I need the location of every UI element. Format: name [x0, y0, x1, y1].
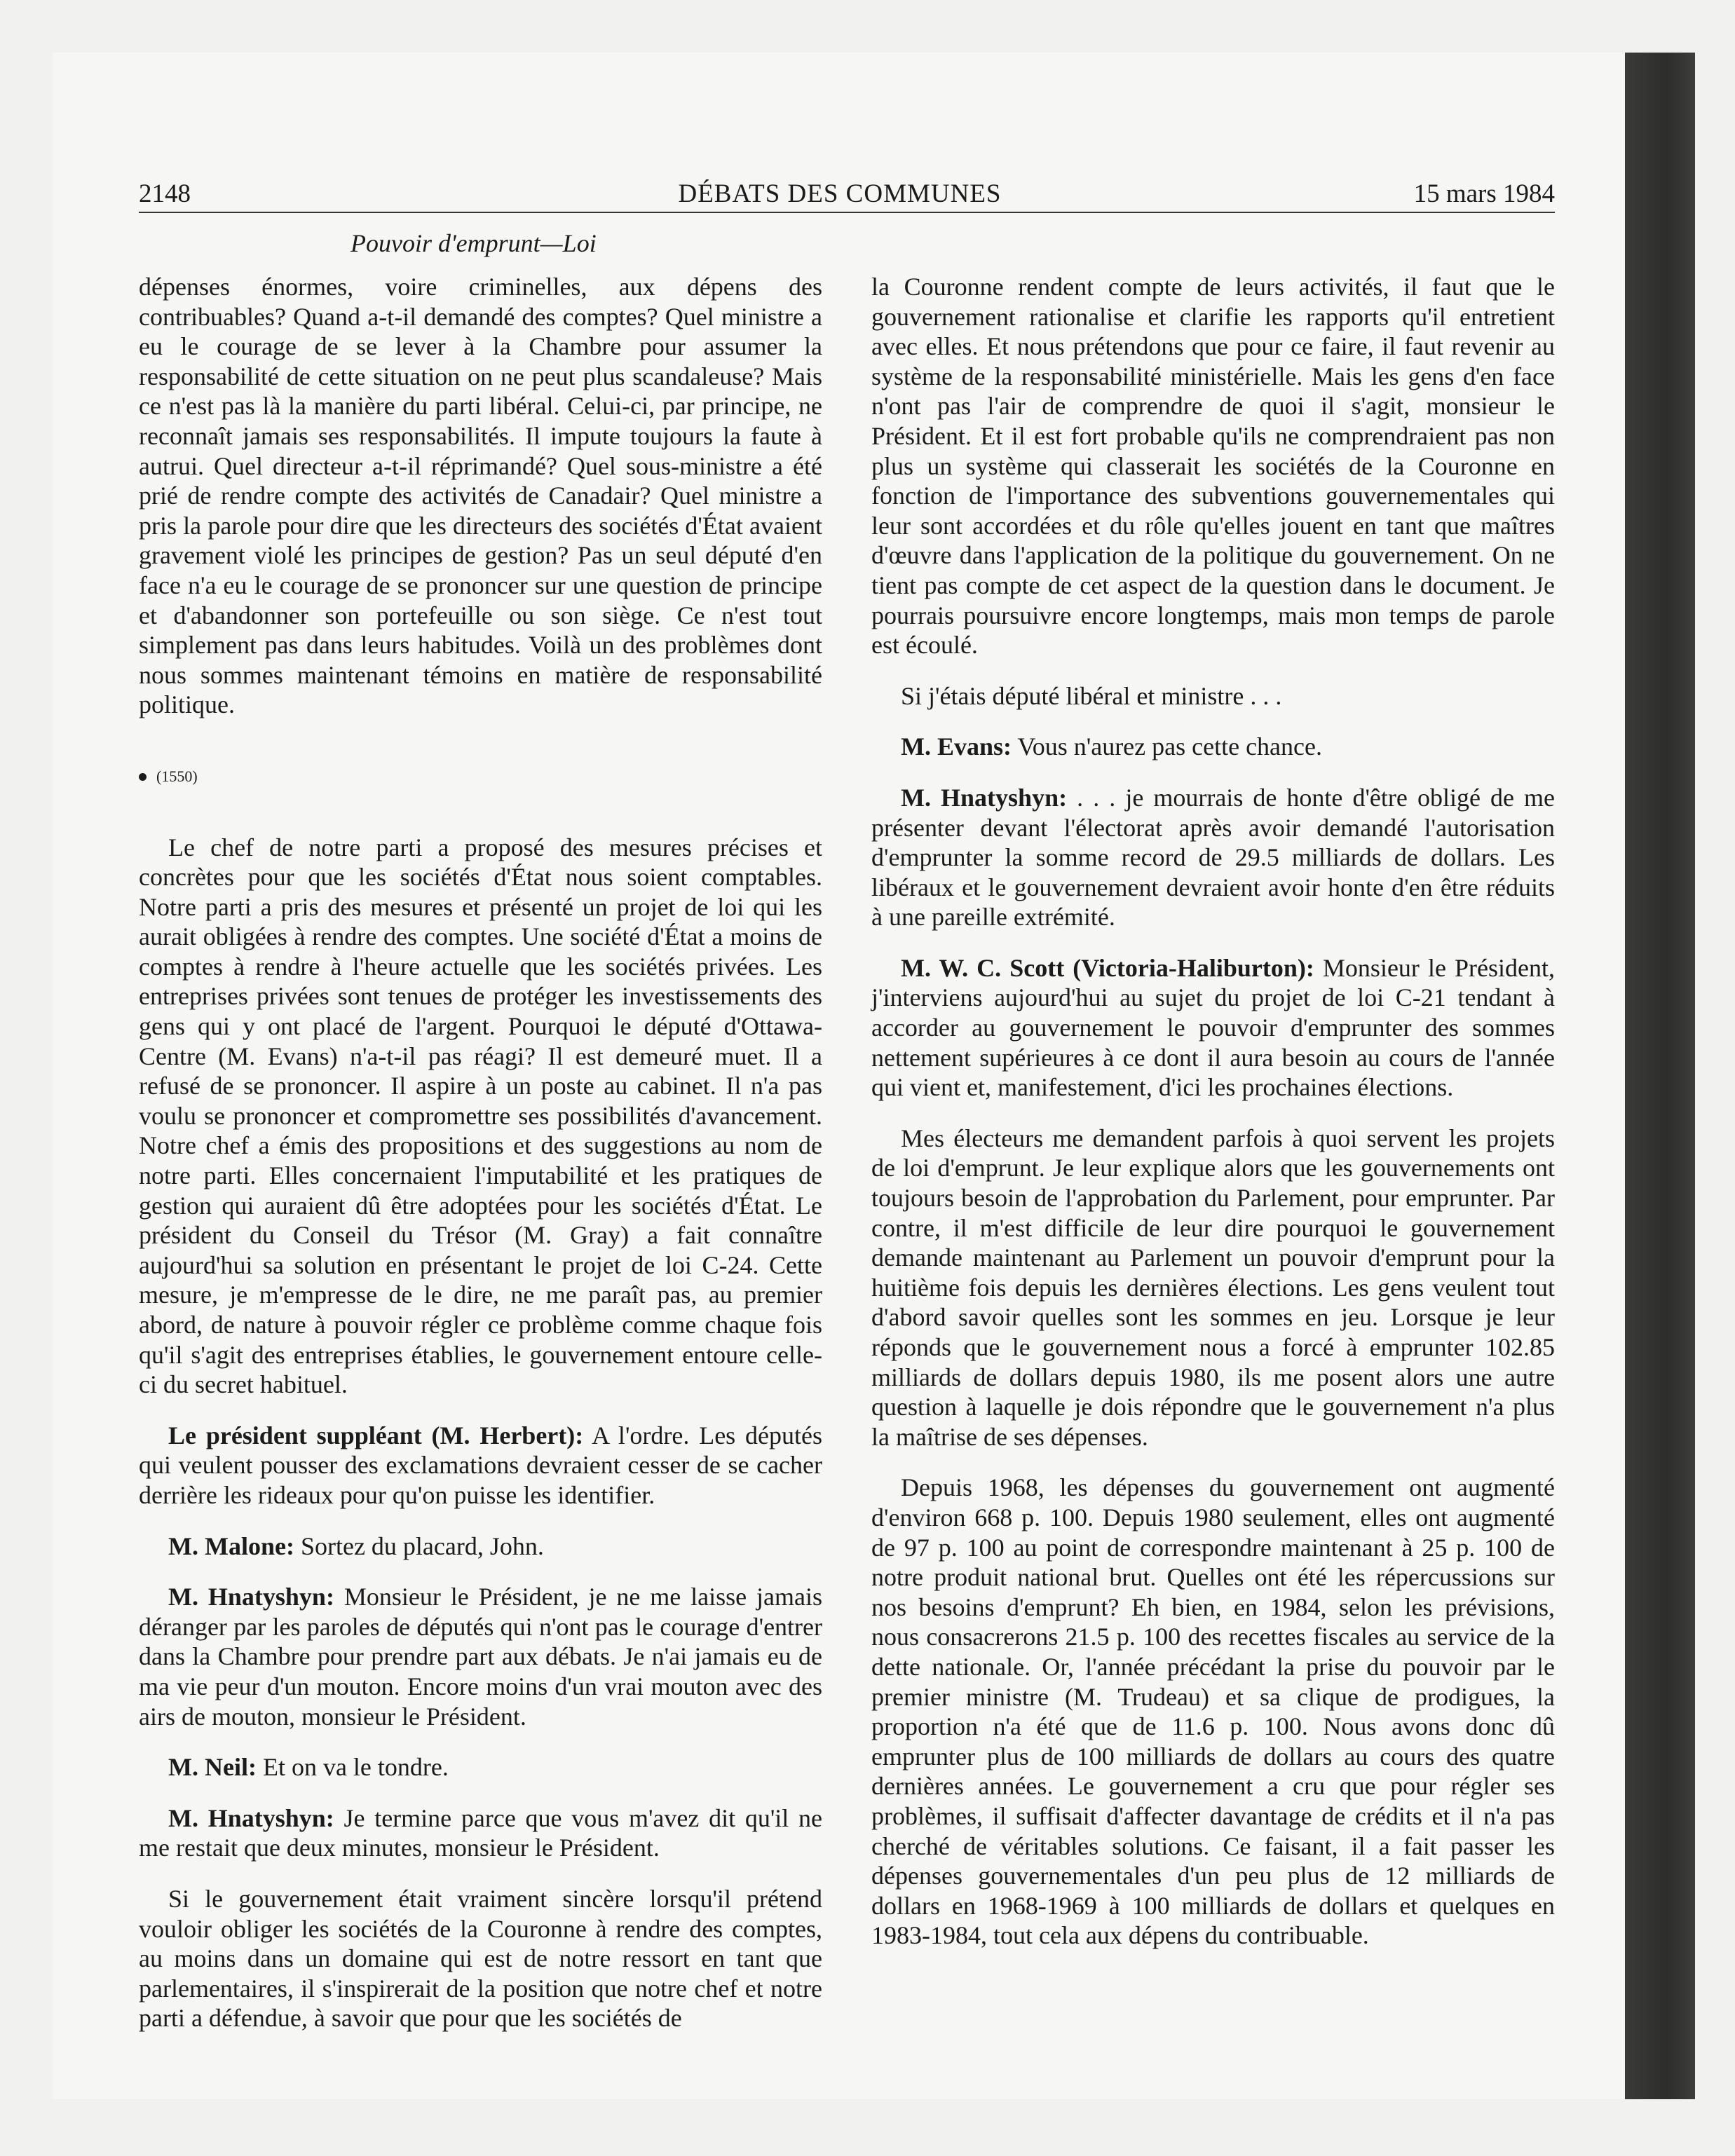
speaker-name: Le président suppléant (M. Herbert):	[168, 1421, 584, 1449]
page-number: 2148	[139, 179, 191, 208]
speech	[871, 953, 1555, 1103]
speech-text: Vous n'aurez pas cette chance.	[1012, 732, 1322, 761]
publication-title: DÉBATS DES COMMUNES	[678, 179, 1002, 208]
running-head	[139, 179, 1555, 214]
paragraph: Si le gouvernement était vraiment sincère lorsqu'il prétend vouloir obliger les sociétés de la Couronne à rendre des comptes, au moins dans un domaine qui est de notre ressort en tant que parlementaires, il s'inspirerait de la position que notre chef et notre parti a défendue, à savoir que pour que les sociétés de	[139, 1884, 822, 2033]
speech-text: Et on va le tondre.	[256, 1753, 449, 1782]
publication-date: 15 mars 1984	[1413, 179, 1555, 208]
paragraph: Le chef de notre parti a proposé des mesures précises et concrètes pour que les sociétés d'État nous soient comptables. Notre parti a pris des mesures et présenté un projet de loi qui les aurait obligées à rendre des comptes. Une société d'État a moins de comptes à rendre à l'heure actuelle que les sociétés privées. Les entreprises privées sont tenues de protéger les investissements des gens qui y ont placé de l'argent. Pourquoi le député d'Ottawa-Centre (M. Evans) n'a-t-il pas réagi? Il est demeuré muet. Il a refusé de se prononcer. Il aspire à un poste au cabinet. Il n'a pas voulu se prononcer et compromettre ses possibilités d'avancement. Notre chef a émis des propositions et des suggestions au nom de notre parti. Elles concernaient l'imputabilité et les pratiques de gestion qui auraient dû être adoptées pour les sociétés d'État. Le président du Conseil du Trésor (M. Gray) a fait connaître aujourd'hui sa solution en présentant le projet de loi C-24. Cette mesure, je m'empresse de le dire, ne me paraît pas, au premier abord, de nature à pouvoir régler ce problème comme chaque fois qu'il s'agit des entreprises établies, le gouvernement entoure celle-ci du secret habituel.	[139, 833, 822, 1399]
speech	[871, 783, 1555, 932]
speaker-name: M. Hnatyshyn:	[901, 783, 1068, 812]
header-rule	[139, 212, 1555, 213]
paragraph: dépenses énormes, voire criminelles, aux dépens des contribuables? Quand a-t-il demandé des comptes? Quel ministre a eu le courage de se lever à la Chambre pour assumer la responsabilité de cette situation on ne peut plus scandaleuse? Mais ce n'est pas là la manière du parti libéral. Celui-ci, par principe, ne reconnaît jamais ses responsabilités. Il impute toujours la faute à autrui. Quel directeur a-t-il réprimandé? Quel sous-ministre a été prié de rendre compte des activités de Canadair? Quel ministre a pris la parole pour dire que les directeurs des sociétés d'État avaient gravement violé les principes de gestion? Pas un seul député d'en face n'a eu le courage de se prononcer sur une question de principe et d'abandonner son portefeuille ou son siège. Ce n'est tout simplement pas dans leurs habitudes. Voilà un des problèmes dont nous sommes maintenant témoins en matière de responsabilité politique.	[139, 273, 822, 719]
speaker-name: M. Malone:	[168, 1531, 294, 1560]
speaker-name: M. Evans:	[901, 732, 1012, 761]
speaker-name: M. Neil:	[168, 1753, 257, 1782]
speaker-name: M. W. C. Scott (Victoria-Haliburton):	[901, 953, 1314, 982]
paragraph: la Couronne rendent compte de leurs activités, il faut que le gouvernement rationalise et clarifie les rapports qu'il entretient avec elles. Et nous prétendons que pour ce faire, il faut revenir au système de la responsabilité ministérielle. Mais les gens d'en face n'ont pas l'air de comprendre de quoi il s'agit, monsieur le Président. Et il est fort probable qu'ils ne comprendraient pas non plus un système qui classerait les sociétés de la Couronne en fonction de l'importance des subventions gouvernementales qui leur sont accordées et du rôle qu'elles jouent en tant que maîtres d'œuvre dans l'application de la politique du gouvernement. On ne tient pas compte de cet aspect de la question dans le document. Je pourrais poursuivre encore longtemps, mais mon temps de parole est écoulé.	[871, 273, 1555, 660]
speech-text: Monsieur le Président, j'interviens aujourd'hui au sujet du projet de loi C-21 tendant à accorder au gouvernement le pouvoir d'emprunter des sommes nettement supérieures à ce dont il aura besoin au cours de l'année qui vient et, manifestement, d'ici les prochaines élections.	[871, 953, 1555, 1102]
scan-edge-strip	[1625, 53, 1695, 2099]
left-column	[139, 272, 822, 2033]
bullet-icon	[139, 773, 147, 781]
speech	[139, 1531, 822, 1562]
speech-text: A l'ordre. Les députés qui veulent pousser des exclamations devraient cesser de se cacher derrière les rideaux pour qu'on puisse les identifier.	[139, 1421, 822, 1509]
speech	[139, 1803, 822, 1863]
speech	[139, 1421, 822, 1510]
time-marker	[139, 762, 822, 792]
speech-text: Sortez du placard, John.	[294, 1531, 544, 1560]
speech-text: . . . je mourrais de honte d'être obligé de me présenter devant l'électorat après avoir demandé l'autorisation d'emprunter la somme record de 29.5 milliards de dollars. Les libéraux et le gouvernement devraient avoir honte d'en être réduits à une pareille extrémité.	[871, 783, 1555, 932]
time-marker-text: (1550)	[156, 767, 198, 785]
paragraph: Mes électeurs me demandent parfois à quoi servent les projets de loi d'emprunt. Je leur explique alors que les gouvernements ont toujours besoin de l'approbation du Parlement, pour emprunter. Par contre, il m'est difficile de leur dire pourquoi le gouvernement demande maintenant au Parlement un pouvoir d'emprunt pour la huitième fois depuis les dernières élections. Les gens veulent tout d'abord savoir quelles sont les sommes en jeu. Lorsque je leur réponds que le gouvernement nous a forcé à emprunter 102.85 milliards de dollars depuis 1980, ils me posent alors une autre question à laquelle je dois répondre que le gouvernement n'a plus la maîtrise de ses dépenses.	[871, 1124, 1555, 1451]
speech-text: Monsieur le Président, je ne me laisse jamais déranger par les paroles de députés qui n'ont pas le courage d'entrer dans la Chambre pour prendre part aux débats. Je n'ai jamais eu de ma vie peur d'un mouton. Encore moins d'un vrai mouton avec des airs de mouton, monsieur le Président.	[139, 1583, 823, 1731]
speaker-name: M. Hnatyshyn:	[168, 1803, 334, 1832]
speech	[871, 732, 1555, 762]
speech	[139, 1582, 822, 1731]
paragraph: Si j'étais député libéral et ministre . . .	[901, 681, 1282, 710]
right-column	[871, 272, 1555, 1951]
subject-heading: Pouvoir d'emprunt—Loi	[351, 229, 597, 257]
speech-text: Je termine parce que vous m'avez dit qu'il ne me restait que deux minutes, monsieur le Président.	[139, 1803, 823, 1862]
speaker-name: M. Hnatyshyn:	[168, 1583, 334, 1611]
paragraph: Depuis 1968, les dépenses du gouvernement ont augmenté d'environ 668 p. 100. Depuis 1980 seulement, elles ont augmenté de 97 p. 100 au point de correspondre maintenant à 25 p. 100 de notre produit national brut. Quelles ont été les répercussions sur nos besoins d'emprunt? Eh bien, en 1984, selon les prévisions, nous consacrerons 21.5 p. 100 des recettes fiscales au service de la dette nationale. Or, l'année précédant la prise du pouvoir par le premier ministre (M. Trudeau) et sa clique de prodigues, la proportion n'a été que de 11.6 p. 100. Nous avons donc dû emprunter plus de 100 milliards de dollars au cours des quatre dernières années. Le gouvernement a cru que pour régler ses problèmes, il suffisait d'affecter davantage de crédits et il n'a pas cherché de véritables solutions. Ce faisant, il a fait passer les dépenses gouvernementales d'un peu plus de 12 milliards de dollars en 1968-1969 à 100 milliards de dollars et quelques en 1983-1984, tout cela aux dépens du contribuable.	[871, 1473, 1555, 1950]
speech	[139, 1752, 822, 1782]
